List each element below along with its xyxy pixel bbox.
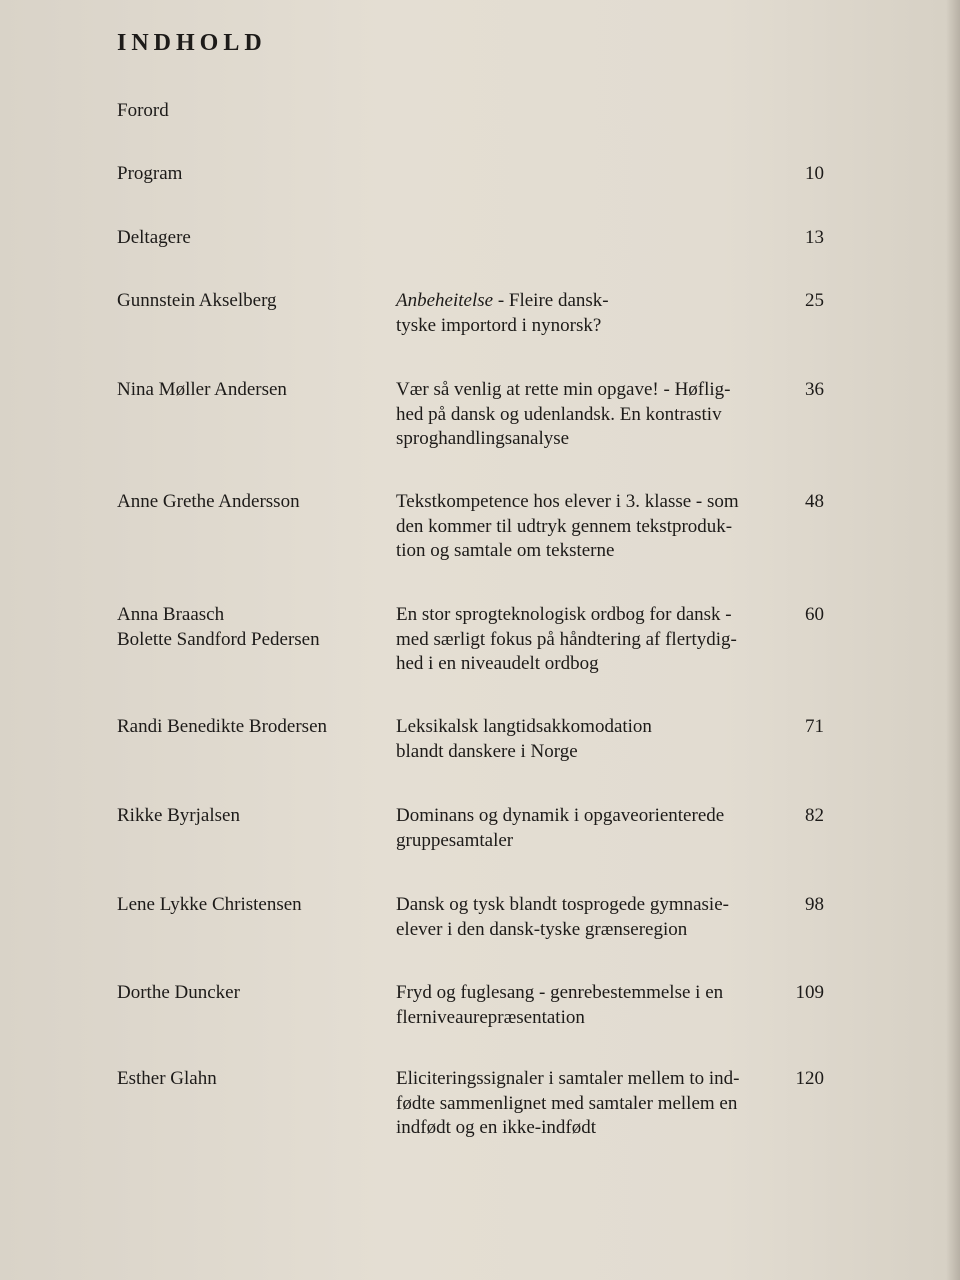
entry-title-line: sproghandlingsanalyse — [396, 428, 570, 449]
entry-title-line: med særligt fokus på håndtering af flertydig- — [396, 628, 737, 650]
entry-title-line: Eliciteringssignaler i samtaler mellem to ind- — [396, 1068, 740, 1089]
entry-page-number: 48 — [805, 491, 824, 512]
entry-page-number: 120 — [795, 1068, 824, 1089]
entry-title-line — [396, 289, 776, 314]
entry-author: Deltagere — [117, 227, 191, 248]
entry-title-line: fødte sammenlignet med samtaler mellem en — [396, 1092, 738, 1114]
entry-title-italic: Anbeheitelse — [396, 290, 494, 311]
entry-page-number: 13 — [805, 227, 824, 248]
entry-title — [396, 289, 776, 338]
entry-author: Randi Benedikte Brodersen — [117, 716, 328, 737]
entry-title-line: hed på dansk og udenlandsk. En kontrastiv — [396, 403, 722, 425]
entry-title-line: den kommer til udtryk gennem tekstproduk- — [396, 515, 733, 537]
entry-page-number: 36 — [805, 379, 824, 400]
entry-title-line: Vær så venlig at rette min opgave! - Høflig- — [396, 379, 731, 400]
entry-title — [396, 715, 776, 764]
entry-author: Rikke Byrjalsen — [117, 805, 240, 826]
entry-page-number: 98 — [805, 894, 824, 915]
entry-title-line: Fryd og fuglesang - genrebestemmelse i en — [396, 982, 724, 1003]
entry-title-line: Tekstkompetence hos elever i 3. klasse - som — [396, 491, 739, 512]
entry-title — [396, 981, 776, 1030]
toc-heading: INDHOLD — [117, 30, 267, 56]
entry-author: Program — [117, 163, 183, 184]
entry-title-line: Dominans og dynamik i opgaveorienterede — [396, 805, 725, 826]
entry-title-line: tyske importord i nynorsk? — [396, 314, 602, 336]
entry-page-number: 82 — [805, 805, 824, 826]
entry-title-line: flerniveaurepræsentation — [396, 1006, 585, 1028]
entry-title-line: En stor sprogteknologisk ordbog for dansk - — [396, 604, 732, 625]
entry-author: Anna Braasch Bolette Sandford Pedersen — [117, 604, 320, 650]
entry-title-line: Leksikalsk langtidsakkomodation — [396, 716, 652, 737]
entry-author: Lene Lykke Christensen — [117, 894, 302, 915]
entry-page-number: 71 — [805, 716, 824, 737]
entry-title-line: hed i en niveaudelt ordbog — [396, 653, 599, 674]
entry-title — [396, 1067, 776, 1141]
entry-page-number: 60 — [805, 604, 824, 625]
entry-author: Anne Grethe Andersson — [117, 491, 300, 512]
entry-title-line: blandt danskere i Norge — [396, 740, 578, 762]
entry-author: Nina Møller Andersen — [117, 379, 287, 400]
entry-title-line: elever i den dansk-tyske grænseregion — [396, 918, 688, 940]
entry-author: Gunnstein Akselberg — [117, 290, 277, 311]
entry-author: Forord — [117, 100, 169, 121]
entry-page-number: 25 — [805, 290, 824, 311]
entry-title-line: Dansk og tysk blandt tosprogede gymnasie- — [396, 894, 729, 915]
entry-title — [396, 804, 776, 853]
page-edge-shadow — [946, 0, 960, 1280]
entry-title-line: indfødt og en ikke-indfødt — [396, 1117, 596, 1138]
entry-title-line: gruppesamtaler — [396, 829, 514, 851]
entry-page-number: 109 — [795, 982, 824, 1003]
entry-title-line: tion og samtale om teksterne — [396, 540, 615, 561]
entry-author: Esther Glahn — [117, 1068, 217, 1089]
entry-title — [396, 490, 776, 564]
entry-title — [396, 893, 776, 942]
entry-title — [396, 378, 776, 452]
entry-title-rest: - Fleire dansk- — [493, 290, 609, 311]
entry-title — [396, 603, 776, 677]
entry-page-number: 10 — [805, 163, 824, 184]
entry-author: Dorthe Duncker — [117, 982, 240, 1003]
